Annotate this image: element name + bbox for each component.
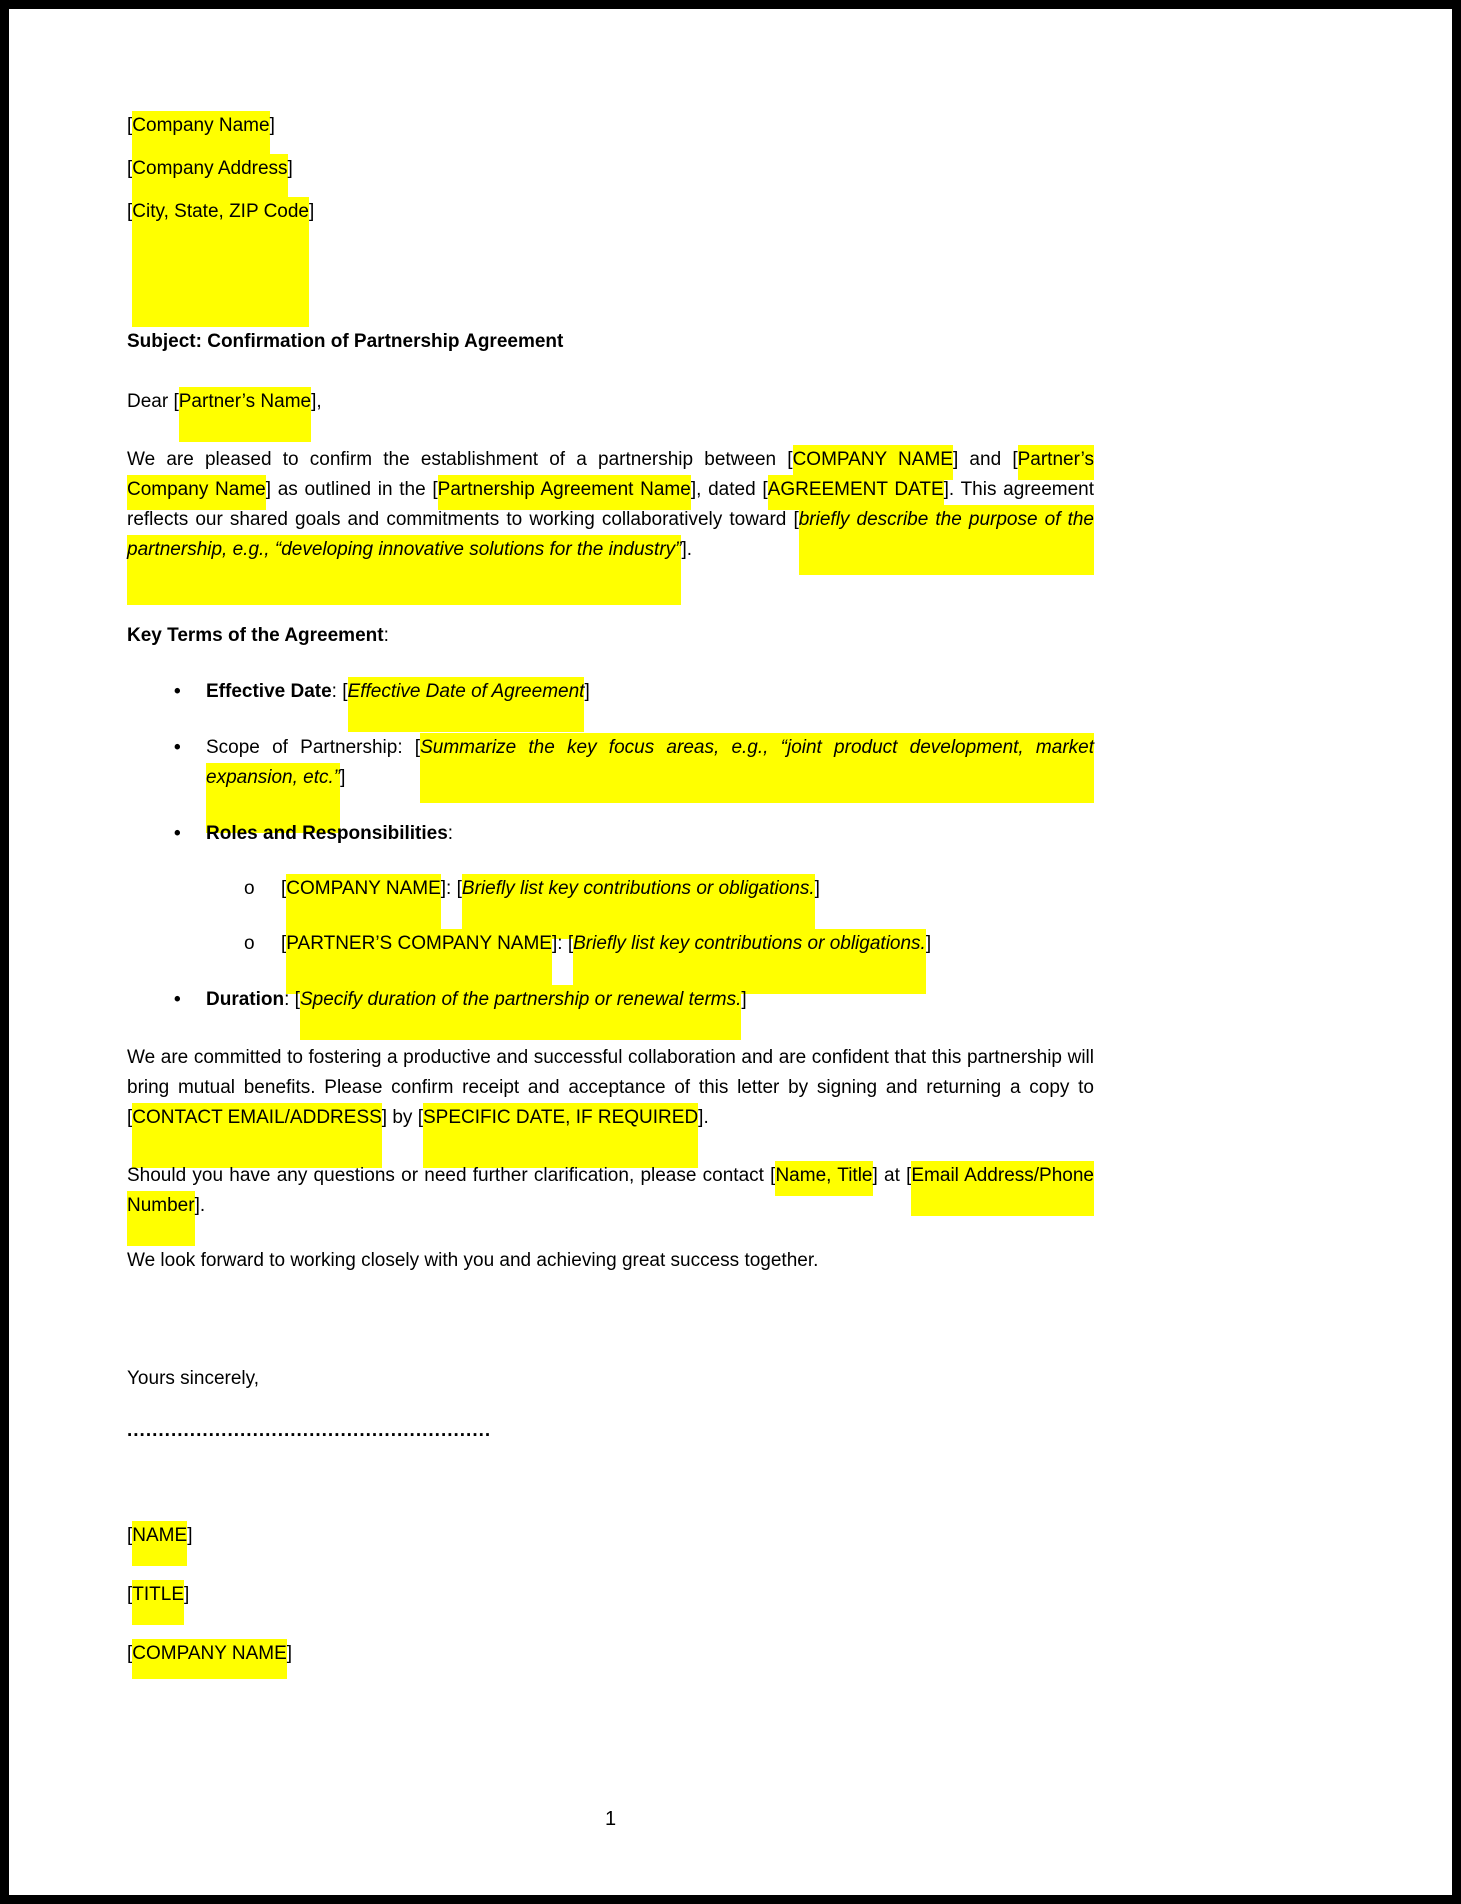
- letter-body: [9, 9, 1452, 1669]
- bracket: [: [127, 1643, 133, 1664]
- subject-line: Subject: Confirmation of Partnership Agreement: [127, 331, 564, 352]
- bullet-text: [206, 677, 1094, 707]
- company-name-placeholder: COMPANY NAME: [793, 445, 953, 480]
- bullet-scope: [127, 733, 1094, 793]
- contact-email-placeholder: CONTACT EMAIL/ADDRESS: [132, 1103, 382, 1168]
- signature-title-line: [127, 1580, 1094, 1610]
- bullet-roles: [127, 819, 1094, 849]
- closing-line: We look forward to working closely with you and achieving great success together.: [127, 1250, 819, 1271]
- key-terms-title: Key Terms of the Agreement: [127, 625, 384, 646]
- commitment-text: We are committed to fostering a productive and successful collaboration and are confident that this partnership will bring mutual benefits. Please confirm receipt and acceptance of this letter by signing and returning a copy to [: [127, 1047, 1094, 1128]
- partner-company-placeholder: Partner’s Company Name: [127, 445, 1094, 510]
- bracket: ]: [340, 767, 346, 788]
- company-name-line: [127, 111, 1094, 141]
- partner-contributions-placeholder: Briefly list key contributions or obligations.: [573, 929, 926, 994]
- name-placeholder: NAME: [132, 1521, 187, 1566]
- company-address-line: [127, 154, 1094, 184]
- scope-label: Scope of Partnership: [: [206, 737, 421, 758]
- colon: :: [383, 625, 389, 646]
- sub-bullet-partner: [127, 929, 1094, 959]
- intro-text: ].: [681, 539, 693, 560]
- intro-text: ] and [: [952, 449, 1018, 470]
- agreement-name-placeholder: Partnership Agreement Name: [438, 475, 691, 510]
- bullet-text: [206, 733, 1094, 793]
- separator: : [: [284, 989, 300, 1010]
- city-state-zip-line: [127, 197, 1094, 227]
- company-name-placeholder: Company Name: [132, 111, 269, 156]
- partner-name-placeholder: Partner’s Name: [179, 387, 311, 442]
- separator: : [: [331, 681, 348, 702]
- duration-placeholder: Specify duration of the partnership or renewal terms.: [300, 985, 741, 1040]
- bracket: ]: [814, 878, 820, 899]
- commitment-text: ] by [: [381, 1107, 423, 1128]
- city-state-zip-placeholder: City, State, ZIP Code: [132, 197, 309, 327]
- contact-name-title-placeholder: Name, Title: [775, 1161, 872, 1196]
- bullet-text: [206, 985, 1094, 1015]
- intro-text: ], dated [: [690, 479, 768, 500]
- specific-date-placeholder: SPECIFIC DATE, IF REQUIRED: [423, 1103, 698, 1168]
- bullet-icon: •: [174, 737, 181, 758]
- signature-name-line: [127, 1521, 1094, 1551]
- sub-bullet-text: [281, 929, 1094, 959]
- roles-label: Roles and Responsibilities: [206, 823, 448, 844]
- bullet-icon: •: [174, 681, 181, 702]
- bracket: ]: [184, 1584, 190, 1605]
- bracket: ]: [925, 933, 932, 954]
- bracket: ]: [187, 1525, 193, 1546]
- bracket: ]: [269, 115, 275, 136]
- bullet-text: [206, 819, 1094, 849]
- commitment-paragraph: [127, 1043, 1094, 1133]
- bracket: ]: [309, 201, 315, 222]
- company-address-placeholder: Company Address: [132, 154, 287, 199]
- intro-text: ] as outlined in the [: [265, 479, 438, 500]
- bullet-effective-date: [127, 677, 1094, 707]
- purpose-placeholder: briefly describe the purpose of the partnership, e.g., “developing innovative solutions for the industry”: [127, 505, 1094, 605]
- company-contributions-placeholder: Briefly list key contributions or obligations.: [462, 874, 815, 939]
- signature-company-line: [127, 1639, 1094, 1669]
- bracket: ]: [286, 1643, 293, 1664]
- duration-label: Duration: [206, 989, 285, 1010]
- intro-text: ]. This agreement reflects our shared goals and commitments to working collaboratively toward [: [127, 479, 1095, 530]
- questions-text: Should you have any questions or need further clarification, please contact [: [127, 1165, 776, 1186]
- bracket: ]: [584, 681, 590, 702]
- bracket: ]: [741, 989, 747, 1010]
- questions-text: ].: [194, 1195, 206, 1216]
- colon: :: [447, 823, 454, 844]
- sub-bullet-text: [281, 874, 1094, 904]
- bracket: [: [127, 201, 133, 222]
- bracket: [: [281, 878, 287, 899]
- separator: ]: [: [551, 933, 574, 954]
- effective-date-placeholder: Effective Date of Agreement: [348, 677, 585, 732]
- partner-company-placeholder: PARTNER’S COMPANY NAME: [286, 929, 552, 994]
- separator: ]: [: [440, 878, 462, 899]
- agreement-date-placeholder: AGREEMENT DATE: [768, 475, 944, 510]
- bullet-icon: •: [174, 823, 181, 844]
- intro-text: We are pleased to confirm the establishment of a partnership between [: [127, 449, 793, 470]
- bracket: [: [127, 158, 133, 179]
- commitment-text: ].: [698, 1107, 709, 1128]
- bullet-duration: [127, 985, 1094, 1015]
- sub-bullet-icon: o: [244, 878, 255, 899]
- sub-bullet-icon: o: [244, 933, 255, 954]
- key-terms-heading: [127, 621, 1094, 651]
- sub-bullet-company: [127, 874, 1094, 904]
- title-placeholder: TITLE: [132, 1580, 184, 1625]
- bracket: [: [127, 115, 133, 136]
- company-name-placeholder: COMPANY NAME: [286, 874, 441, 939]
- bracket: ]: [287, 158, 293, 179]
- page-number: 1: [604, 1808, 617, 1830]
- bullet-icon: •: [174, 989, 181, 1010]
- intro-paragraph: [127, 445, 1094, 565]
- bracket: [: [127, 1584, 133, 1605]
- greeting-line: [127, 387, 1094, 417]
- signoff-line: Yours sincerely,: [127, 1368, 260, 1389]
- greeting-text: Dear [: [127, 391, 179, 412]
- questions-paragraph: [127, 1161, 1094, 1221]
- contact-email-phone-placeholder: Email Address/Phone Number: [127, 1161, 1094, 1246]
- effective-date-label: Effective Date: [206, 681, 332, 702]
- scope-placeholder: Summarize the key focus areas, e.g., “joint product development, market expansion, etc.”: [206, 733, 1094, 833]
- bracket: ],: [311, 391, 322, 412]
- company-name-placeholder: COMPANY NAME: [132, 1639, 287, 1679]
- questions-text: ] at [: [872, 1165, 912, 1186]
- signature-dotted-line: ..........................................................: [127, 1420, 492, 1441]
- bracket: [: [281, 933, 287, 954]
- bracket: [: [127, 1525, 133, 1546]
